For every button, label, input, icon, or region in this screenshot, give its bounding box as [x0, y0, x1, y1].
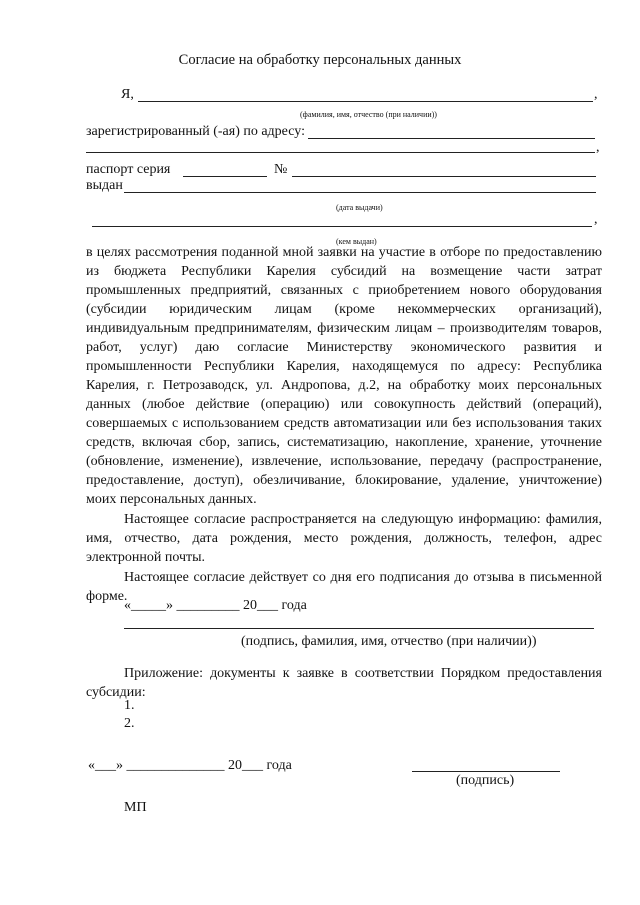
comma-2: , — [596, 140, 600, 155]
passport-series-label: паспорт серия — [86, 162, 171, 177]
by-whom-caption: (кем выдан) — [336, 237, 377, 246]
stamp-label: МП — [124, 800, 147, 815]
appendix-item-2: 2. — [124, 716, 135, 731]
issued-label: выдан — [86, 178, 123, 193]
main-paragraph: в целях рассмотрения поданной мной заявки на участие в отборе по предоставлению из бюджета Республики Карелия субсидий на возмещение части затрат промышленных предприятий, связанных с приобретением нового оборудования (субсидии юридическим лицам (кроме некоммерческих организаций), индивидуальным предпринимателям, физическим лицам – производителям товаров, работ, услуг) даю согласие Министерству экономического развития и промышленности Республики Карелия, находящемуся по адресу: Республика Карелия, г. Петрозаводск, ул. Андропова, д.2, на обработку моих персональных данных (любое действие (операцию) или совокупность действий (операций), совершаемых с использованием средств автоматизации или без использования таких средств, включая сбор, запись, систематизацию, накопление, хранение, уточнение (обновление, изменение), извлечение, использование, передачу (распространение, предоставление, доступ), обезличивание, блокирование, удаление, уничтожение) моих персональных данных. — [86, 245, 602, 507]
document-title: Согласие на обработку персональных данных — [178, 52, 462, 68]
appendix-item-1: 1. — [124, 698, 135, 713]
address-field-line-1[interactable] — [308, 138, 595, 139]
ya-label: Я, — [121, 87, 134, 102]
signature-line-1[interactable] — [124, 628, 594, 629]
address-field-line-2[interactable] — [86, 152, 595, 153]
date-line-2[interactable]: «___» ______________ 20___ года — [88, 758, 292, 773]
issued-by-field[interactable] — [92, 226, 592, 227]
info-paragraph: Настоящее согласие распространяется на следующую информацию: фамилия, имя, отчество, дата рождения, место рождения, должность, телефон, адрес электронной почты. — [86, 512, 602, 565]
passport-number-label: № — [274, 162, 288, 177]
issued-date-field[interactable] — [124, 192, 596, 193]
appendix-block — [86, 664, 602, 702]
passport-series-field[interactable] — [183, 176, 267, 177]
signature-caption-1: (подпись, фамилия, имя, отчество (при наличии)) — [241, 634, 537, 649]
comma-1: , — [594, 87, 598, 102]
passport-number-field[interactable] — [292, 176, 596, 177]
validity-paragraph: Настоящее согласие действует со дня его подписания до отзыва в письменной форме. — [86, 570, 602, 604]
date-caption: (дата выдачи) — [336, 203, 383, 212]
fio-field-line[interactable] — [138, 101, 593, 102]
appendix-paragraph: Приложение: документы к заявке в соответствии Порядком предоставления субсидии: — [86, 666, 602, 700]
fio-caption: (фамилия, имя, отчество (при наличии)) — [300, 110, 437, 119]
comma-3: , — [594, 212, 598, 227]
consent-body — [86, 243, 602, 606]
signature-line-2[interactable] — [412, 771, 560, 772]
signature-caption-2: (подпись) — [456, 773, 515, 788]
registered-label: зарегистрированный (-ая) по адресу: — [86, 124, 305, 139]
date-line-1[interactable]: «_____» _________ 20___ года — [124, 598, 307, 613]
